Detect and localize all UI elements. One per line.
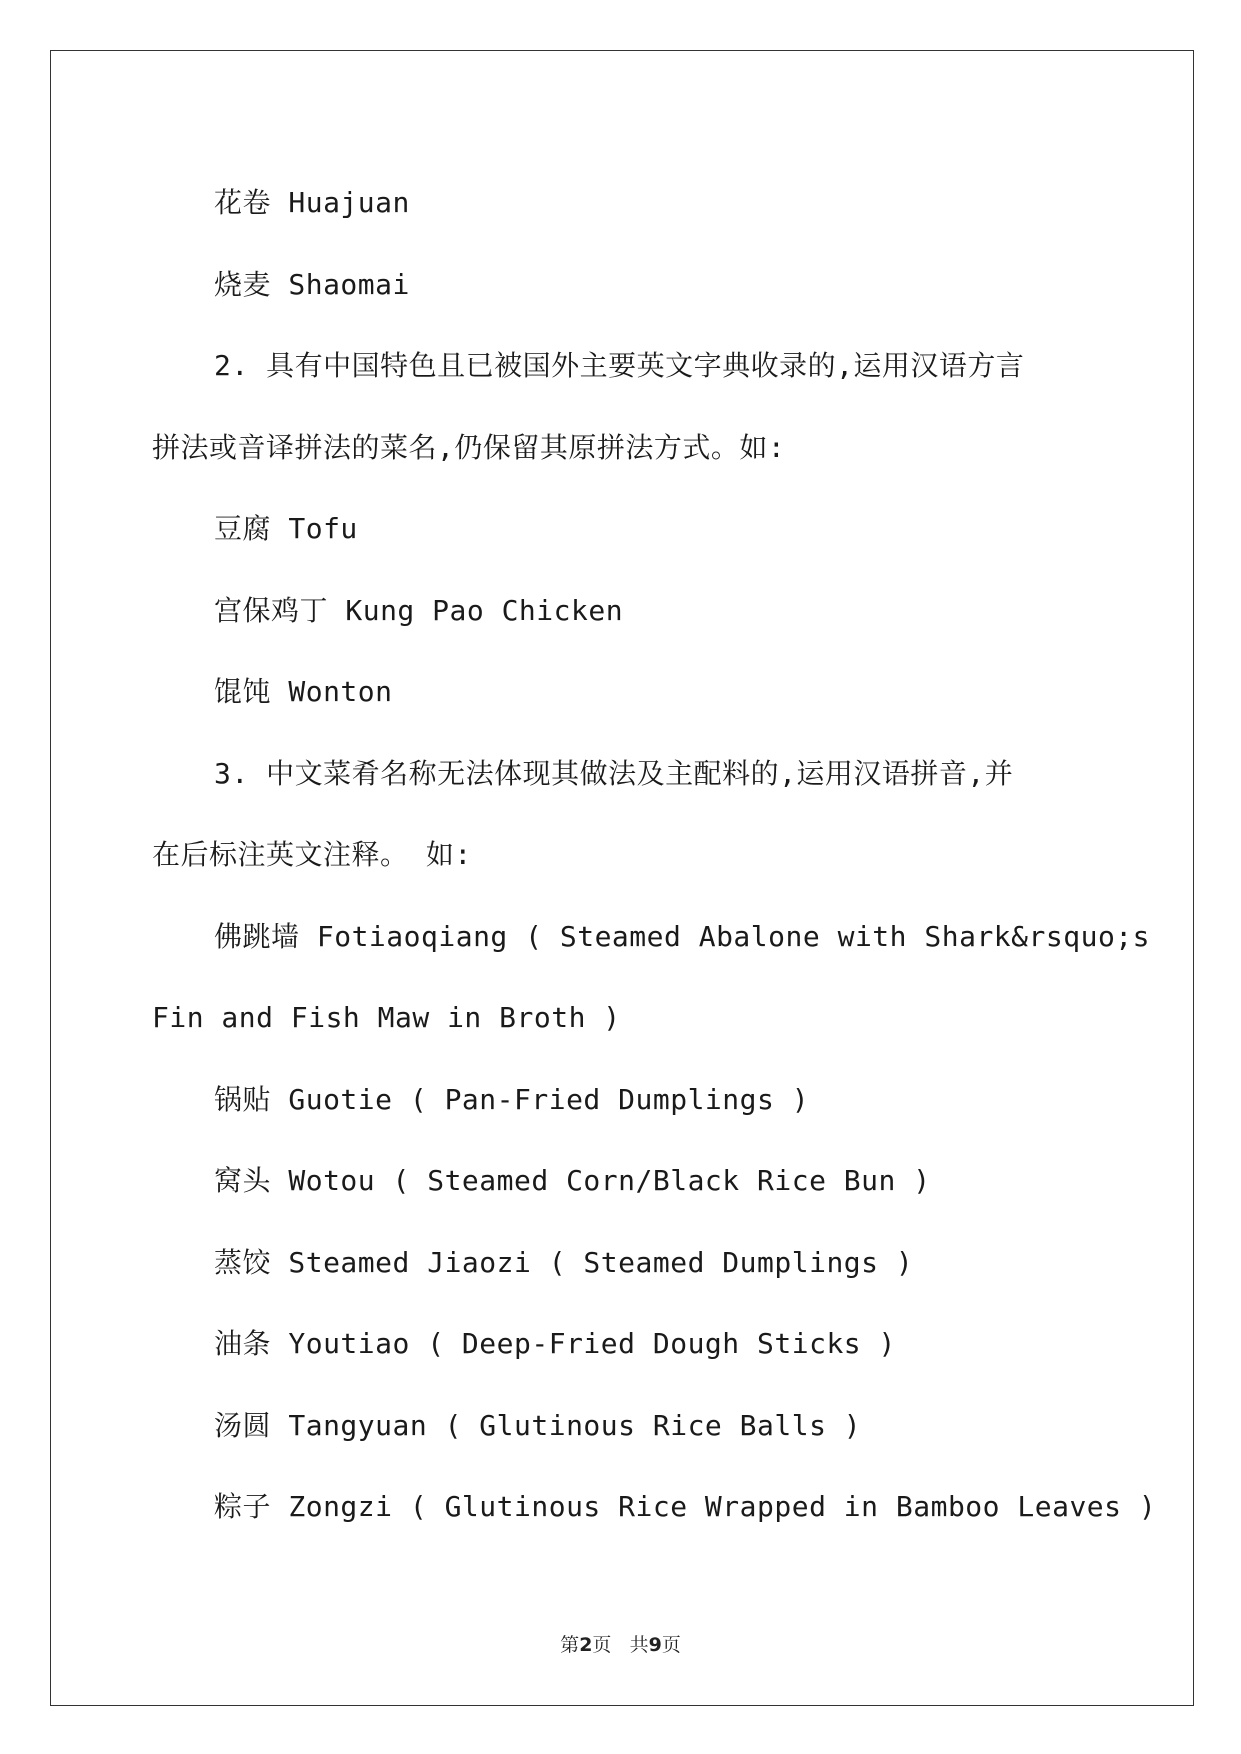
paragraph-line: 粽子 Zongzi ( Glutinous Rice Wrapped in Bamboo Leaves ) [214,1490,1157,1523]
paragraph-line: 豆腐 Tofu [214,512,358,545]
paragraph-line: 烧麦 Shaomai [214,267,410,301]
paragraph-line: 油条 Youtiao ( Deep-Fried Dough Sticks ) [214,1327,896,1360]
paragraph-line: 汤圆 Tangyuan ( Glutinous Rice Balls ) [214,1408,862,1442]
document-body [152,162,1157,1548]
paragraph-line: 宫保鸡丁 Kung Pao Chicken [214,593,624,627]
paragraph-line: 蒸饺 Steamed Jiaozi ( Steamed Dumplings ) [214,1245,914,1279]
paragraph-line: 馄饨 Wonton [214,675,393,708]
footer-page-suffix: 页 [592,1634,612,1656]
footer-total-prefix: 共 [629,1634,649,1656]
page-footer [0,1630,1241,1657]
paragraph-line: 拼法或音译拼法的菜名,仍保留其原拼法方式。如: [152,430,786,464]
paragraph-line: Fin and Fish Maw in Broth ) [152,1001,621,1034]
paragraph-line: 锅贴 Guotie ( Pan-Fried Dumplings ) [214,1082,810,1116]
footer-total-suffix: 页 [661,1634,681,1656]
paragraph-line: 2. 具有中国特色且已被国外主要英文字典收录的,运用汉语方言 [214,349,1025,382]
current-page-number: 2 [579,1634,593,1656]
total-page-number: 9 [648,1634,662,1656]
paragraph-line: 在后标注英文注释。 如: [152,838,472,871]
paragraph-line: 3. 中文菜肴名称无法体现其做法及主配料的,运用汉语拼音,并 [214,756,1014,790]
paragraph-line: 佛跳墙 Fotiaoqiang ( Steamed Abalone with Shark&rsquo;s [214,919,1151,953]
footer-prefix: 第 [560,1634,580,1656]
paragraph-line: 花卷 Huajuan [214,186,410,219]
paragraph-line: 窝头 Wotou ( Steamed Corn/Black Rice Bun ) [214,1164,931,1197]
